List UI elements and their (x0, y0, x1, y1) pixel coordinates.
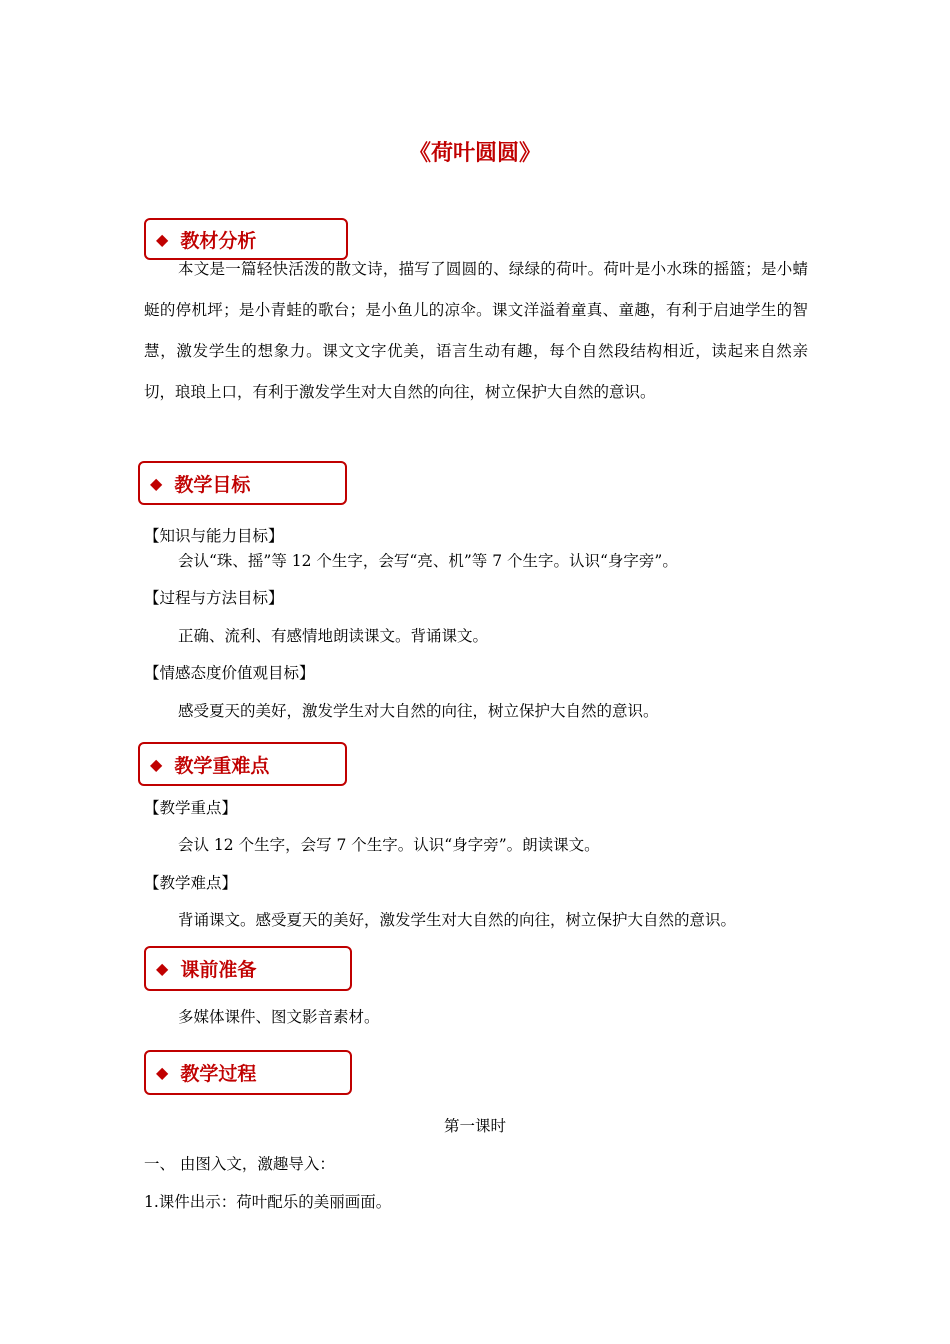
section-label: 课前准备 (180, 959, 257, 981)
section-label: 教学重难点 (174, 754, 270, 777)
process-step-1: 一、 由图入文，激趣导入： (144, 1155, 335, 1173)
diamond-icon: ◆ (150, 473, 163, 493)
process-step-1-1: 1.课件出示：荷叶配乐的美丽画面。 (144, 1193, 392, 1211)
key-point-text: 会认 12 个生字，会写 7 个生字。认识“身字旁”。朗读课文。 (178, 836, 600, 854)
diamond-icon: ◆ (156, 229, 169, 249)
emotion-goal-heading: 【情感态度价值观目标】 (144, 664, 315, 682)
document-title: 《荷叶圆圆》 (408, 141, 541, 166)
difficult-point-text: 背诵课文。感受夏天的美好，激发学生对大自然的向往，树立保护大自然的意识。 (178, 911, 737, 929)
diamond-icon: ◆ (150, 754, 163, 774)
process-goal-text: 正确、流利、有感情地朗读课文。背诵课文。 (178, 627, 489, 645)
section-label: 教材分析 (180, 229, 257, 252)
difficult-point-heading: 【教学难点】 (144, 874, 238, 892)
section-label: 教学目标 (174, 473, 251, 496)
knowledge-goal-text: 会认“珠、摇”等 12 个生字，会写“亮、机”等 7 个生字。认识“身字旁”。 (178, 552, 678, 570)
preparation-text: 多媒体课件、图文影音素材。 (178, 1008, 380, 1026)
section-label: 教学过程 (180, 1063, 257, 1085)
diamond-icon: ◆ (156, 959, 169, 978)
section-header-preparation (144, 946, 352, 991)
section-header-process (144, 1050, 352, 1095)
process-goal-heading: 【过程与方法目标】 (144, 589, 284, 607)
diamond-icon: ◆ (156, 1063, 169, 1082)
key-point-heading: 【教学重点】 (144, 799, 238, 817)
section-header-goals (138, 461, 347, 505)
knowledge-goal-heading: 【知识与能力目标】 (144, 527, 284, 545)
lesson-heading: 第一课时 (443, 1117, 506, 1135)
emotion-goal-text: 感受夏天的美好，激发学生对大自然的向往，树立保护大自然的意识。 (178, 702, 659, 720)
analysis-paragraph: 本文是一篇轻快活泼的散文诗，描写了圆圆的、绿绿的荷叶。荷叶是小水珠的摇篮；是小蜻蜓的停机坪；是小青蛙的歌台；是小鱼儿的凉伞。课文洋溢着童真、童趣，有利于启迪学生的智慧，激发学生的想象力。课文文字优美，语言生动有趣，每个自然段结构相近，读起来自然亲切，琅琅上口，有利于激发学生对大自然的向往，树立保护大自然的意识。 (144, 260, 808, 401)
section-header-key-points (138, 742, 347, 786)
